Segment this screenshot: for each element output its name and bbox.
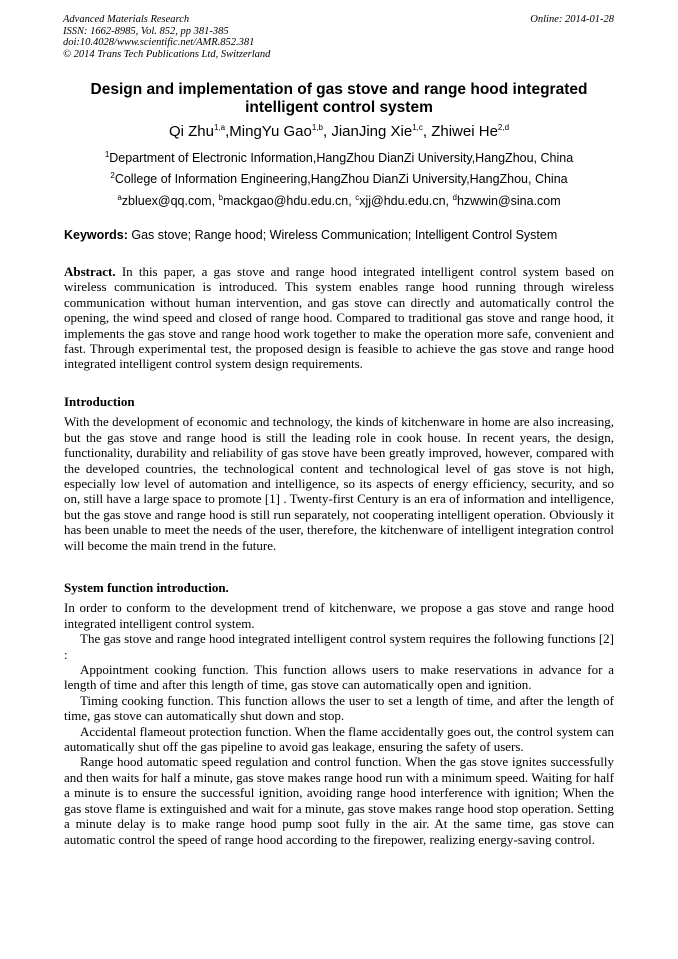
author-sup: 1,a xyxy=(213,123,226,132)
email: zbluex@qq.com, xyxy=(121,194,219,209)
email: xjj@hdu.edu.cn, xyxy=(359,194,453,209)
abstract xyxy=(64,264,614,372)
email-sup: d xyxy=(452,193,457,202)
online-date: Online: 2014-01-28 xyxy=(530,14,614,25)
paper-title: Design and implementation of gas stove and range hood integrated intelligent control system xyxy=(90,81,588,116)
paragraph: Range hood automatic speed regulation and control function. When the gas stove ignites successfully and then waits for half a minute, gas stove makes range hood run with a minimum speed. Waiting for half a minute is to ensure the successful ignition, avoiding range hood interference with ignition; When the gas stove flame is extinguished and wait for a minute, gas stove makes range hood stop operation. Setting a minute delay is to make range hood pump soot fully in the air. At the same time, gas stove can automatic control the speed of range hood according to the firepower, realizing energy-saving control. xyxy=(64,754,614,847)
paragraph: With the development of economic and technology, the kinds of kitchenware in home are also increasing, but the gas stove and range hood is still the leading role in cook house. In recent years, the design, functionality, durability and reliability of gas stove have been greatly improved, however, compared with the developed countries, the technological content and technological level of gas stove is not high, especially low level of automation and intelligence, so its aspects of energy efficiency, security, and so on, still have a large space to promote [1] . Twenty-first Century is an era of information and intelligence, but the gas stove and range hood is still run separately, not cooperating intelligent operation. Obviously it has been unable to meet the needs of the user, therefore, the kitchenware of intelligent integration control will become the main trend in the future. xyxy=(64,414,614,553)
keywords-text: Gas stove; Range hood; Wireless Communication; Intelligent Control System xyxy=(127,228,558,242)
paragraph: Accidental flameout protection function. When the flame accidentally goes out, the control system can automatically shut off the gas pipeline to avoid gas leakage, ensuring the safety of users. xyxy=(64,723,614,755)
author: MingYu Gao xyxy=(229,123,312,140)
author-sup: 2,d xyxy=(497,123,510,132)
section-heading: Introduction xyxy=(64,394,135,409)
sep: , xyxy=(225,123,230,140)
journal-header xyxy=(63,14,270,60)
paragraph: In order to conform to the development trend of kitchenware, we propose a gas stove and range hood integrated intelligent control system. xyxy=(64,600,614,631)
email-sup: b xyxy=(218,193,223,202)
author-sup: 1,b xyxy=(311,123,323,132)
affiliation-2 xyxy=(64,171,614,186)
paragraph: The gas stove and range hood integrated intelligent control system requires the following functions [2] : xyxy=(64,631,614,662)
email-sup: a xyxy=(117,193,122,202)
author: JianJing Xie xyxy=(331,123,413,140)
aff-sup: 2 xyxy=(110,171,115,180)
authors xyxy=(64,123,614,140)
author: Zhiwei He xyxy=(431,123,498,140)
journal-name: Advanced Materials Research xyxy=(63,14,190,25)
email-sup: c xyxy=(355,193,360,202)
keywords xyxy=(64,228,614,242)
copyright: © 2014 Trans Tech Publications Ltd, Switzerland xyxy=(63,48,271,60)
author-sup: 1,c xyxy=(412,123,423,132)
introduction-section xyxy=(64,394,614,553)
section-heading: System function introduction. xyxy=(64,580,229,595)
sep: , xyxy=(422,123,432,140)
aff-text: College of Information Engineering,HangZhou DianZi University,HangZhou, China xyxy=(114,172,568,187)
email: hzwwin@sina.com xyxy=(456,194,561,209)
doi[interactable]: doi:10.4028/www.scientific.net/AMR.852.381 xyxy=(63,37,255,48)
sep: , xyxy=(322,123,332,140)
abstract-label: Abstract. xyxy=(64,264,116,279)
paragraph: Appointment cooking function. This function allows users to make reservations in advance for a length of time and after this length of time, gas stove can automatically open and ignition. xyxy=(64,662,614,693)
emails xyxy=(64,193,614,208)
author: Qi Zhu xyxy=(168,123,214,140)
aff-sup: 1 xyxy=(104,150,110,159)
system-function-section xyxy=(64,580,614,847)
issn: ISSN: 1662-8985, Vol. 852, pp 381-385 xyxy=(63,25,229,37)
aff-text: Department of Electronic Information,HangZhou DianZi University,HangZhou, China xyxy=(109,151,574,166)
paragraph: Timing cooking function. This function allows the user to set a length of time, and after the length of time, gas stove can automatically shut down and stop. xyxy=(64,692,614,724)
keywords-label: Keywords: xyxy=(64,228,128,242)
email: mackgao@hdu.edu.cn, xyxy=(222,194,356,209)
affiliation-1 xyxy=(64,150,614,165)
abstract-text: In this paper, a gas stove and range hood integrated intelligent control system based on wireless communication is introduced. This system enables range hood running through wireless communication without human intervention, and gas stove can directly and automatically control the opening, the wind speed and closed of range hood. Compared to traditional gas stove and range hood, it implements the gas stove and range hood work together to make the operation more safe, convenient and fast. Through experimental test, the proposed design is feasible to achieve the gas stove and range hood integrated intelligent control system design requirements. xyxy=(64,264,614,372)
